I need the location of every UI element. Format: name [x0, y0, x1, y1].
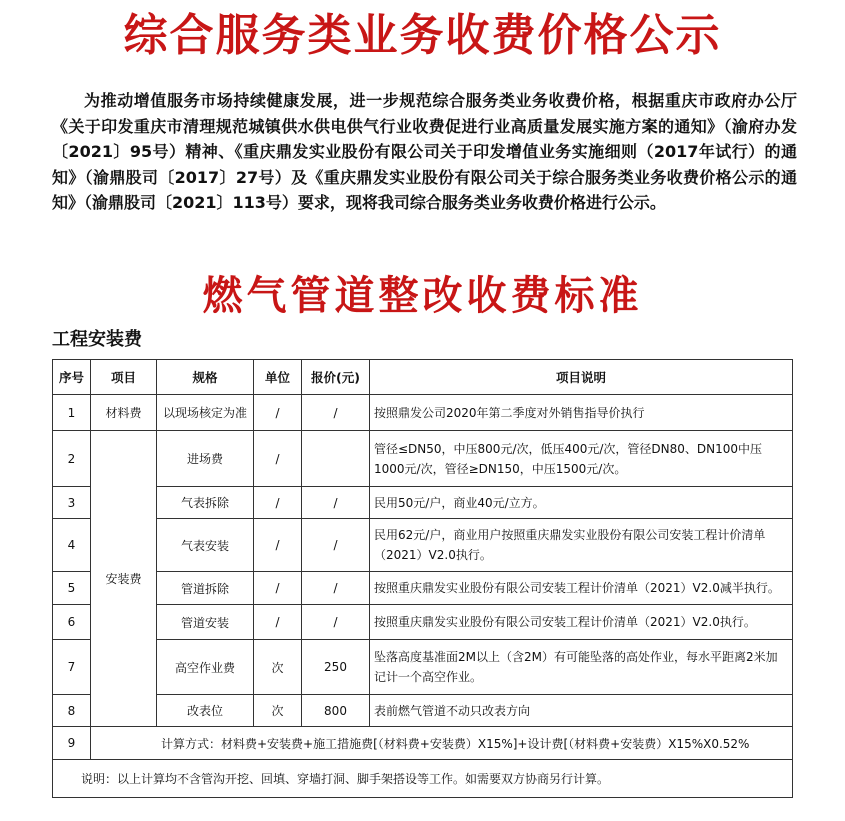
cell-desc: 坠落高度基准面2M以上（含2M）有可能坠落的高处作业，每水平距离2米加记计一个高空作业。 — [370, 640, 793, 695]
cell-unit: / — [254, 572, 302, 605]
cell-desc: 民用50元/户，商业40元/立方。 — [370, 487, 793, 519]
table-row — [53, 487, 793, 519]
cell-price: / — [302, 395, 370, 431]
cell-no: 3 — [53, 487, 91, 519]
page-subtitle: 燃气管道整改收费标准 — [202, 273, 643, 319]
cell-item: 材料费 — [91, 395, 157, 431]
cell-no: 8 — [53, 695, 91, 727]
cell-unit: / — [254, 395, 302, 431]
cell-desc: 按照重庆鼎发实业股份有限公司安装工程计价清单（2021）V2.0执行。 — [370, 605, 793, 640]
table-row — [53, 640, 793, 695]
table-header-row — [53, 360, 793, 395]
cell-item-install: 安装费 — [91, 431, 157, 727]
cell-no: 2 — [53, 431, 91, 487]
table-row — [53, 519, 793, 572]
cell-no: 9 — [53, 727, 91, 760]
cell-unit: / — [254, 519, 302, 572]
cell-desc: 按照重庆鼎发实业股份有限公司安装工程计价清单（2021）V2.0减半执行。 — [370, 572, 793, 605]
cell-unit: / — [254, 431, 302, 487]
cell-price: / — [302, 572, 370, 605]
table-row — [53, 395, 793, 431]
header-unit: 单位 — [254, 360, 302, 395]
cell-price: / — [302, 519, 370, 572]
cell-no: 4 — [53, 519, 91, 572]
header-spec: 规格 — [157, 360, 254, 395]
cell-price: 800 — [302, 695, 370, 727]
cell-no: 7 — [53, 640, 91, 695]
cell-spec: 气表安装 — [157, 519, 254, 572]
table-row — [53, 695, 793, 727]
cell-no: 5 — [53, 572, 91, 605]
cell-price: / — [302, 605, 370, 640]
cell-unit: 次 — [254, 695, 302, 727]
intro-paragraph: 为推动增值服务市场持续健康发展，进一步规范综合服务类业务收费价格，根据重庆市政府办公厅《关于印发重庆市清理规范城镇供水供电供气行业收费促进行业高质量发展实施方案的通知》（渝府办发〔2021〕95号）精神、《重庆鼎发实业股份有限公司关于印发增值业务实施细则（2017年试行）的通知》（渝鼎股司〔2017〕27号）及《重庆鼎发实业股份有限公司关于综合服务类业务收费价格公示的通知》（渝鼎股司〔2021〕113号）要求，现将我司综合服务类业务收费价格进行公示。 — [52, 91, 797, 212]
cell-desc: 表前燃气管道不动只改表方向 — [370, 695, 793, 727]
cell-no: 6 — [53, 605, 91, 640]
table-row-calc — [53, 727, 793, 760]
table-row — [53, 431, 793, 487]
header-desc: 项目说明 — [370, 360, 793, 395]
cell-spec: 气表拆除 — [157, 487, 254, 519]
cell-unit: 次 — [254, 640, 302, 695]
cell-price — [302, 431, 370, 487]
cell-desc: 民用62元/户，商业用户按照重庆鼎发实业股份有限公司安装工程计价清单（2021）V2.0执行。 — [370, 519, 793, 572]
section-title: 工程安装费 — [52, 329, 142, 350]
calc-formula: 计算方式：材料费+安装费+施工措施费[（材料费+安装费）X15%]+设计费[（材料费+安装费）X15%X0.52% — [91, 727, 793, 760]
cell-spec: 管道安装 — [157, 605, 254, 640]
cell-spec: 高空作业费 — [157, 640, 254, 695]
table-row — [53, 572, 793, 605]
header-item: 项目 — [91, 360, 157, 395]
fee-table — [52, 359, 793, 798]
page-title: 综合服务类业务收费价格公示 — [123, 10, 722, 61]
header-no: 序号 — [53, 360, 91, 395]
cell-spec: 进场费 — [157, 431, 254, 487]
header-price: 报价(元) — [302, 360, 370, 395]
cell-spec: 以现场核定为准 — [157, 395, 254, 431]
cell-desc: 管径≤DN50，中压800元/次，低压400元/次，管径DN80、DN100中压1000元/次，管径≥DN150，中压1500元/次。 — [370, 431, 793, 487]
cell-desc: 按照鼎发公司2020年第二季度对外销售指导价执行 — [370, 395, 793, 431]
cell-price: 250 — [302, 640, 370, 695]
cell-no: 1 — [53, 395, 91, 431]
note-text: 说明：以上计算均不含管沟开挖、回填、穿墙打洞、脚手架搭设等工作。如需要双方协商另行计算。 — [53, 760, 793, 798]
table-row-note — [53, 760, 793, 798]
cell-price: / — [302, 487, 370, 519]
cell-spec: 改表位 — [157, 695, 254, 727]
cell-unit: / — [254, 487, 302, 519]
cell-spec: 管道拆除 — [157, 572, 254, 605]
table-row — [53, 605, 793, 640]
cell-unit: / — [254, 605, 302, 640]
